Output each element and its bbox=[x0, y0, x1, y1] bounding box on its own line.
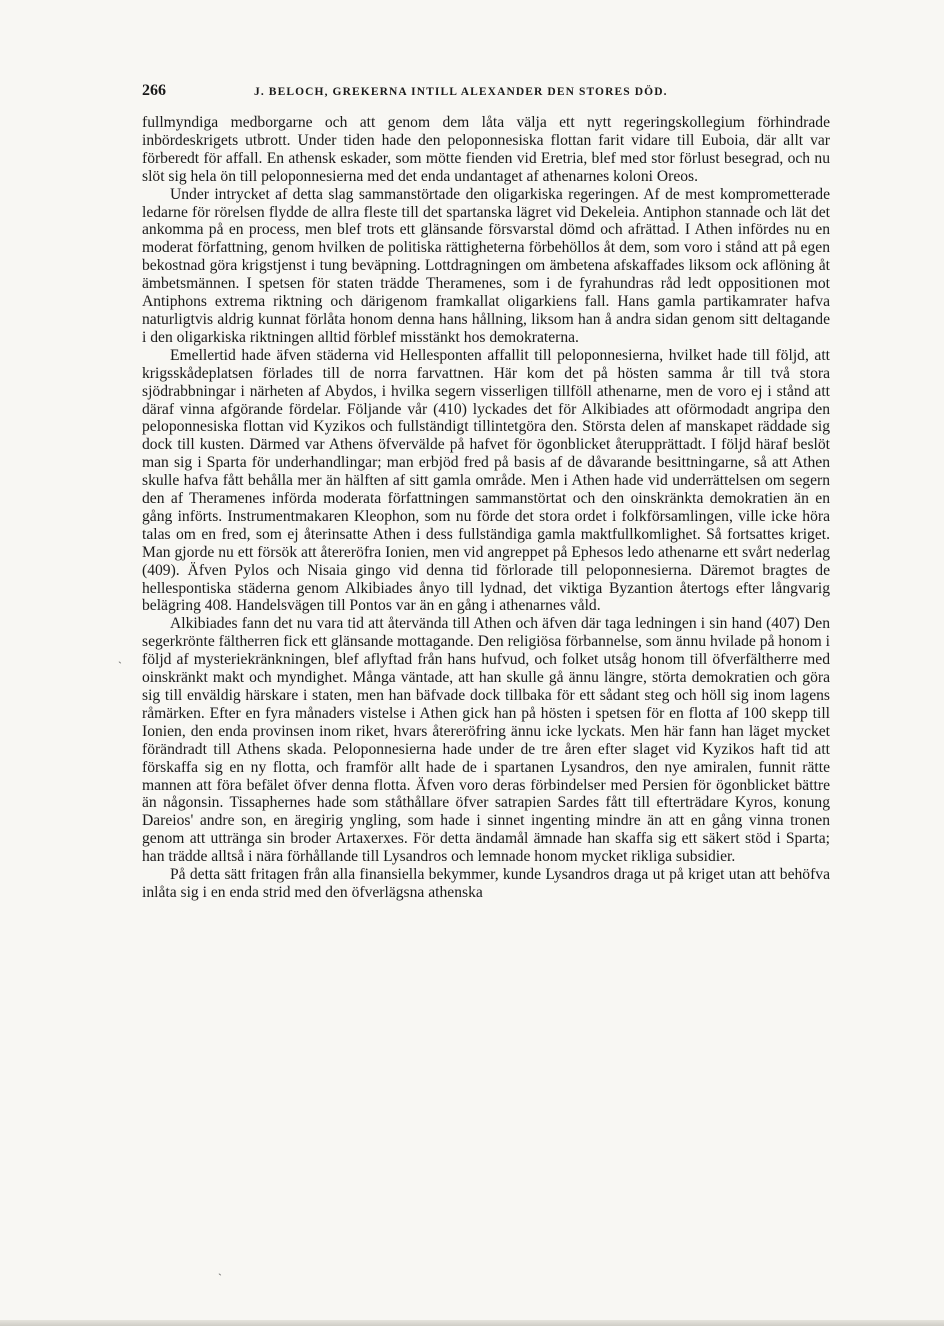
paragraph-1: fullmyndiga medborgarne och att genom dem låta välja ett nytt regeringskollegium förhindrade inbördeskrigets utbrott. Under tiden hade den peloponnesiska flottan farit vidare till Euboia, där allt var förberedt för affall. En athensk eskader, som mötte fienden vid Eretria, blef med stor förlust besegrad, och nu slöt sig hela ön till peloponnesierna med det enda undantaget af athenarnes koloni Oreos. bbox=[142, 114, 830, 185]
paragraph-4: Alkibiades fann det nu vara tid att återvända till Athen och äfven där taga ledningen i sin hand (407) Den segerkrönte fältherren fick ett glänsande mottagande. Den religiösa förbannelse, som ännu hvilade på honom i följd af mysteriekränkningen, blef aflyftad från hans hufvud, och folket utsåg honom till öfverfältherre med oinskränkt makt och myndighet. Många väntade, att han skulle gå ännu längre, störta demokratien och göra sig till enväldig härskare i staten, men han bäfvade dock tillbaka för ett sådant steg och höll sig inom lagens råmärken. Efter en fyra månaders vistelse i Athen gick han på hösten i spetsen för en flotta af 100 skepp till Ionien, den enda provinsen inom riket, hvars återeröfring ännu icke lyckats. Men här fann han läget mycket förändradt till Athens skada. Peloponnesierna hade under de tre åren efter slaget vid Kyzikos haft tid att förskaffa sig en ny flotta, och framför allt hade de i spartanen Lysandros, den nye amiralen, funnit rätte mannen att föra befälet öfver denna flotta. Äfven voro deras förbindelser med Persien för ögonblicket bättre än någonsin. Tissaphernes hade som ståthållare öfver satrapien Sardes fått till efterträdare Kyros, konung Dareios' andre son, en äregirig yngling, som hade i sinnet ingenting mindre än att en gång vinna tronen genom att uttränga sin broder Artaxerxes. För detta ändamål ämnade han skaffa sig ett säkert stöd i Sparta; han trädde alltså i nära förhållande till Lysandros och lemnade honom mycket rikliga subsidier. bbox=[142, 615, 830, 866]
paragraph-2: Under intrycket af detta slag sammanstörtade den oligarkiska regeringen. Af de mest komprometterade ledarne för rörelsen flydde de allra fleste till det spartanska lägret vid Dekeleia. Antiphon stannade och lät det ankomma på en process, men blef trots ett glänsande försvarstal dömd och afrättad. I Athen infördes nu en moderat författning, genom hvilken de politiska rättigheterna förbehöllos åt dem, som voro i stånd att på egen bekostnad göra krigstjenst i tung beväpning. Lottdragningen om ämbetena afskaffades liksom ock aflöning åt ämbetsmännen. I spetsen för staten trädde Theramenes, som i de fyrahundras råd ledt oppositionen mot Antiphons extrema riktning och därigenom framkallat oligarkiens fall. Hans gamla partikamrater hafva naturligtvis aldrig kunnat förlåta honom denna hans hållning, liksom han å andra sidan genom sitt deltagande i den oligarkiska riktningen alltid förblef misstänkt hos demokraterna. bbox=[142, 185, 830, 346]
body-text bbox=[142, 114, 830, 902]
page-number: 266 bbox=[142, 82, 166, 99]
margin-speck: ˎ bbox=[118, 650, 122, 664]
page-edge bbox=[0, 1320, 944, 1326]
running-head: J. BELOCH, GREKERNA INTILL ALEXANDER DEN STORES DÖD. bbox=[254, 86, 668, 98]
margin-speck: ˏ bbox=[218, 1262, 222, 1276]
paragraph-3: Emellertid hade äfven städerna vid Hellesponten affallit till peloponnesierna, hvilket hade till följd, att krigsskådeplatsen förlades till de norra farvattnen. Här kom det på hösten samma år till två stora sjödrabbningar i närheten af Abydos, i hvilka segern visserligen tillföll athenarne, men de voro ej i stånd att däraf vinna afgörande fördelar. Följande vår (410) lyckades det för Alkibiades att oförmodadt angripa den peloponnesiska flottan vid Kyzikos och fullständigt tillintetgöra den. Största delen af manskapet räddade sig dock till kusten. Därmed var Athens öfvervälde på hafvet för ögonblicket återupprättadt. I följd häraf beslöt man sig i Sparta för underhandlingar; man erbjöd fred på basis af de dåvarande besittningarne, så att Athen skulle hafva fått behålla mer än hälften af sitt gamla område. Men i Athen hade vid underrättelsen om segern den af Theramenes införda moderata författningen sammanstörtat och den oinskränkta demokratien än en gång införts. Instrumentmakaren Kleophon, som nu förde det stora ordet i folkförsamlingen, ville icke höra talas om en fred, som ej återinsatte Athen i dess fullständiga gamla maktfullkomlighet. Så fortsattes kriget. Man gjorde nu ett försök att återeröfra Ionien, men vid angreppet på Ephesos ledo athenarne ett svårt nederlag (409). Äfven Pylos och Nisaia gingo vid denna tid förlorade till peloponnesierna. Däremot bragtes de hellespontiska städerna genom Alkibiades ånyo till lydnad, det viktiga Byzantion återtogs efter långvarig belägring 408. Handelsvägen till Pontos var än en gång i athenarnes våld. bbox=[142, 346, 830, 615]
page-header bbox=[142, 82, 830, 104]
paragraph-5: På detta sätt fritagen från alla finansiella bekymmer, kunde Lysandros draga ut på kriget utan att behöfva inlåta sig i en enda strid med den öfverlägsna athenska bbox=[142, 866, 830, 901]
